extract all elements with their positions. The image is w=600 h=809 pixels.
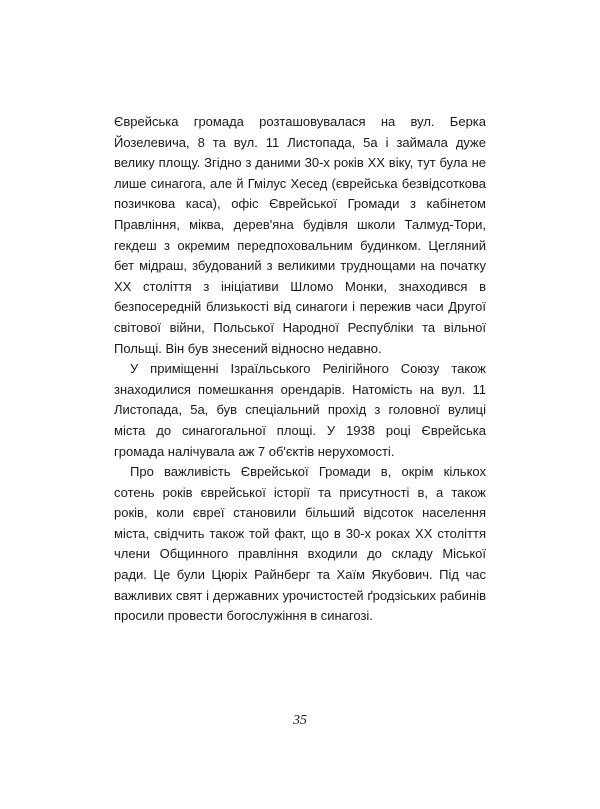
body-text: [114, 112, 486, 627]
paragraph-2: У приміщенні Ізраїльського Релігійного Союзу також знаходилися помешкання орендарів. Натомість на вул. 11 Листопада, 5а, був спеціальний прохід з головної вулиці міста до синагогальної площі. У 1938 році Єврейська громада налічувала аж 7 об'єктів нерухомості.: [114, 361, 486, 459]
paragraph-3: Про важливість Єврейської Громади в, окрім кількох сотень років єврейської історії та присутності в, а також років, коли євреї становили більший відсоток населення міста, свідчить також той факт, що в 30-х роках ХХ століття члени Общинного правління входили до складу Міської ради. Це були Цюріх Райнберг та Хаїм Якубович. Під час важливих свят і державних урочистостей ґродзіських рабинів просили провести богослужіння в синагозі.: [114, 464, 486, 624]
page-number: 35: [293, 713, 307, 728]
paragraph-1: Єврейська громада розташовувалася на вул. Берка Йозелевича, 8 та вул. 11 Листопада, 5а і займала дуже велику площу. Згідно з даними 30-х років ХХ віку, тут була не лише синагога, але й Гмілус Хесед (єврейська безвідсоткова позичкова каса), офіс Єврейської Громади з кабінетом Правління, міква, дерев'яна будівля школи Талмуд-Тори, гекдеш з окремим передпоховальним будинком. Цегляний бет мідраш, збудований з великими труднощами на початку ХХ століття з ініціативи Шломо Монки, знаходився в безпосередній близькості від синагоги і пережив часи Другої світової війни, Польської Народної Республіки та вільної Польщі. Він був знесений відносно недавно.: [114, 114, 486, 356]
